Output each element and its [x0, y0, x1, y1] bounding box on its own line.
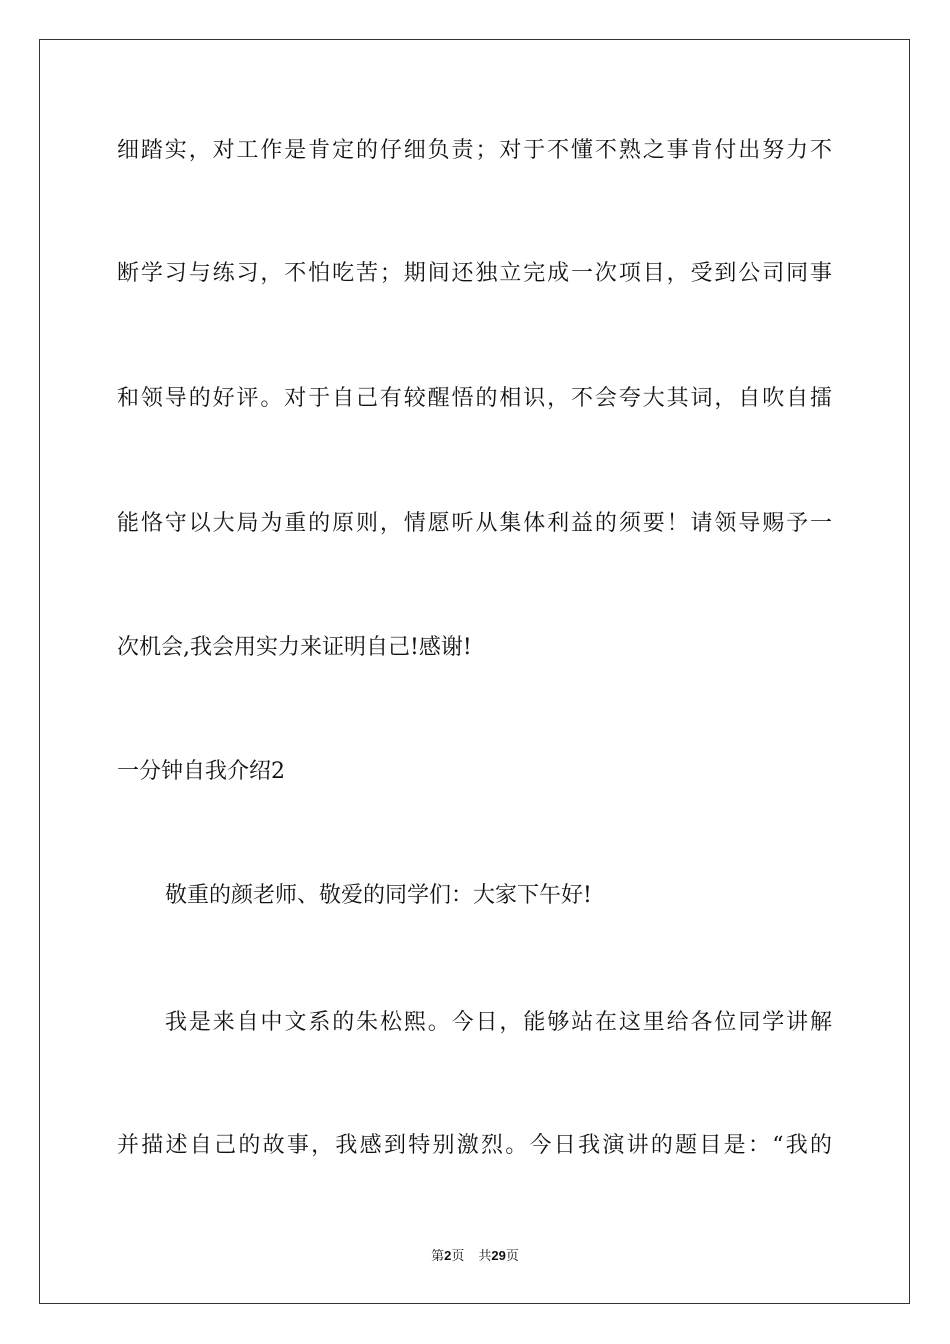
body-text-line-3: 和领导的好评。对于自己有较醒悟的相识，不会夸大其词，自吹自擂: [117, 386, 832, 411]
footer-page-number: 2: [444, 1248, 452, 1263]
paragraph-line-2: 并描述自己的故事，我感到特别激烈。今日我演讲的题目是：“我的: [117, 1133, 832, 1158]
body-text-line-4: 能恪守以大局为重的原则，情愿听从集体利益的须要！请领导赐予一: [117, 511, 832, 536]
page-footer: [0, 1247, 950, 1266]
footer-total-prefix: 共: [478, 1249, 492, 1264]
page-border: [39, 39, 910, 1304]
footer-total-suffix: 页: [505, 1249, 519, 1264]
body-text-line-5: 次机会,我会用实力来证明自己!感谢!: [117, 635, 472, 660]
footer-page-prefix: 第: [431, 1249, 445, 1264]
paragraph-line-1: 我是来自中文系的朱松熙。今日，能够站在这里给各位同学讲解: [165, 1010, 832, 1035]
section-title: 一分钟自我介绍2: [117, 759, 285, 784]
body-text-line-1: 细踏实，对工作是肯定的仔细负责；对于不懂不熟之事肯付出努力不: [117, 138, 832, 163]
footer-page-suffix: 页: [451, 1249, 465, 1264]
footer-total-pages: 29: [491, 1248, 506, 1263]
body-text-line-2: 断学习与练习，不怕吃苦；期间还独立完成一次项目，受到公司同事: [117, 261, 832, 286]
greeting-line: 敬重的颜老师、敬爱的同学们：大家下午好!: [165, 883, 592, 908]
